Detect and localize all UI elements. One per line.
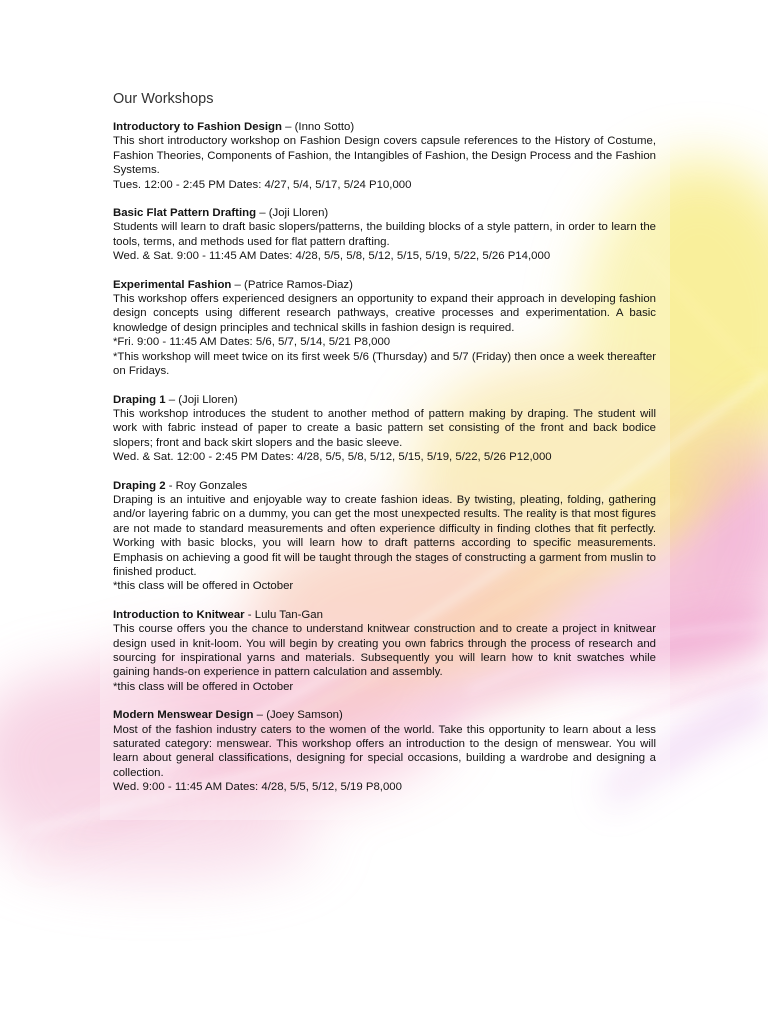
workshop-instructor: (Patrice Ramos-Diaz) [244, 278, 353, 291]
workshop-schedule: Wed. 9:00 - 11:45 AM Dates: 4/28, 5/5, 5/12, 5/19 P8,000 [113, 781, 402, 794]
workshop-entry-introductory-fashion-design [113, 120, 656, 192]
workshop-note: *this class will be offered in October [113, 680, 294, 693]
workshop-heading [113, 479, 656, 493]
workshop-instructor: (Joey Samson) [266, 709, 343, 722]
workshop-schedule: Wed. & Sat. 12:00 - 2:45 PM Dates: 4/28, 5/5, 5/8, 5/12, 5/15, 5/19, 5/22, 5/26 P12,000 [113, 451, 552, 464]
heading-separator: - [165, 479, 176, 492]
page-title: Our Workshops [113, 91, 214, 107]
heading-separator: – [231, 278, 245, 291]
workshop-title: Draping 1 [113, 393, 166, 406]
workshop-title: Introductory to Fashion Design [113, 121, 282, 133]
workshop-instructor: (Joji Lloren) [268, 207, 329, 220]
workshop-description: This workshop introduces the student to another method of pattern making by draping. The student will work with fabric instead of paper to create a basic pattern set consisting of the front and back bodice slopers; front and back skirt slopers and the basic sleeve. [113, 407, 656, 449]
heading-separator: – [253, 709, 267, 722]
workshop-title: Draping 2 [113, 479, 166, 492]
workshop-title: Introduction to Knitwear [113, 608, 245, 621]
workshop-entry-experimental-fashion [113, 278, 656, 379]
workshop-title: Experimental Fashion [113, 278, 232, 291]
workshop-schedule: *Fri. 9:00 - 11:45 AM Dates: 5/6, 5/7, 5/14, 5/21 P8,000 [113, 336, 391, 349]
heading-separator: – [281, 121, 295, 133]
workshop-instructor: Roy Gonzales [175, 479, 248, 492]
workshop-instructor: (Inno Sotto) [294, 121, 355, 133]
workshop-schedule: Tues. 12:00 - 2:45 PM Dates: 4/27, 5/4, 5/17, 5/24 P10,000 [113, 178, 412, 191]
workshop-description: Draping is an intuitive and enjoyable way to create fashion ideas. By twisting, pleating, folding, gathering and/or layering fabric on a dummy, you can get the most unexpected results. The reality is that most figures are not made to standard measurements and often experience difficulty in finding clothes that fit perfectly. Working with basic blocks, you will learn how to draft patterns according to specific measurements. Emphasis on achieving a good fit will be taught through the stages of constructing a garment from muslin to finished product. [113, 493, 656, 578]
workshop-entry-introduction-to-knitwear [113, 608, 656, 694]
workshop-note: *this class will be offered in October [113, 580, 294, 593]
workshop-heading [113, 393, 656, 407]
workshop-instructor: (Joji Lloren) [178, 393, 238, 406]
workshop-description: This short introductory workshop on Fashion Design covers capsule references to the History of Costume, Fashion Theories, Components of Fashion, the Intangibles of Fashion, the Design Process and the Fashion Systems. [113, 135, 656, 177]
heading-separator: – [165, 393, 179, 406]
workshop-heading [113, 120, 656, 134]
heading-separator: – [256, 207, 269, 220]
workshop-heading [113, 278, 656, 292]
workshop-title: Modern Menswear Design [113, 709, 254, 722]
workshop-description: Most of the fashion industry caters to the women of the world. Take this opportunity to learn about a less saturated category: menswear. This workshop offers an introduction to the design of menswear. You will learn about general classifications, designing for special occasions, building a wardrobe and designing a collection. [113, 723, 656, 779]
workshop-heading [113, 608, 656, 622]
workshop-heading [113, 206, 656, 220]
workshop-heading [113, 708, 656, 722]
workshop-description: This course offers you the chance to understand knitwear construction and to create a project in knitwear design used in knit-loom. You will begin by creating you own fabrics through the process of research and sourcing for inspirational yarns and materials. Subsequently you will learn how to knit swatches while gaining hands-on experience in pattern calculation and assembly. [113, 623, 656, 679]
workshop-entry-basic-flat-pattern-drafting [113, 206, 656, 264]
heading-separator: - [244, 608, 255, 621]
workshop-entry-draping-2 [113, 479, 656, 594]
workshop-description: This workshop offers experienced designers an opportunity to expand their approach in developing fashion design concepts using different research pathways, creative processes and experimentation. A basic knowledge of design principles and technical skills in fashion design is required. [113, 293, 656, 334]
workshop-entry-draping-1 [113, 393, 656, 465]
workshop-entry-modern-menswear-design [113, 708, 656, 794]
workshop-schedule: Wed. & Sat. 9:00 - 11:45 AM Dates: 4/28, 5/5, 5/8, 5/12, 5/15, 5/19, 5/22, 5/26 P14,000 [113, 250, 551, 263]
workshop-instructor: Lulu Tan-Gan [254, 608, 323, 621]
workshop-title: Basic Flat Pattern Drafting [113, 207, 257, 220]
workshop-description: Students will learn to draft basic slopers/patterns, the building blocks of a style pattern, in order to learn the tools, terms, and methods used for flat pattern drafting. [113, 221, 656, 248]
workshop-note: *This workshop will meet twice on its first week 5/6 (Thursday) and 5/7 (Friday) then once a week thereafter on Fridays. [113, 350, 656, 378]
workshops-document [113, 91, 656, 809]
